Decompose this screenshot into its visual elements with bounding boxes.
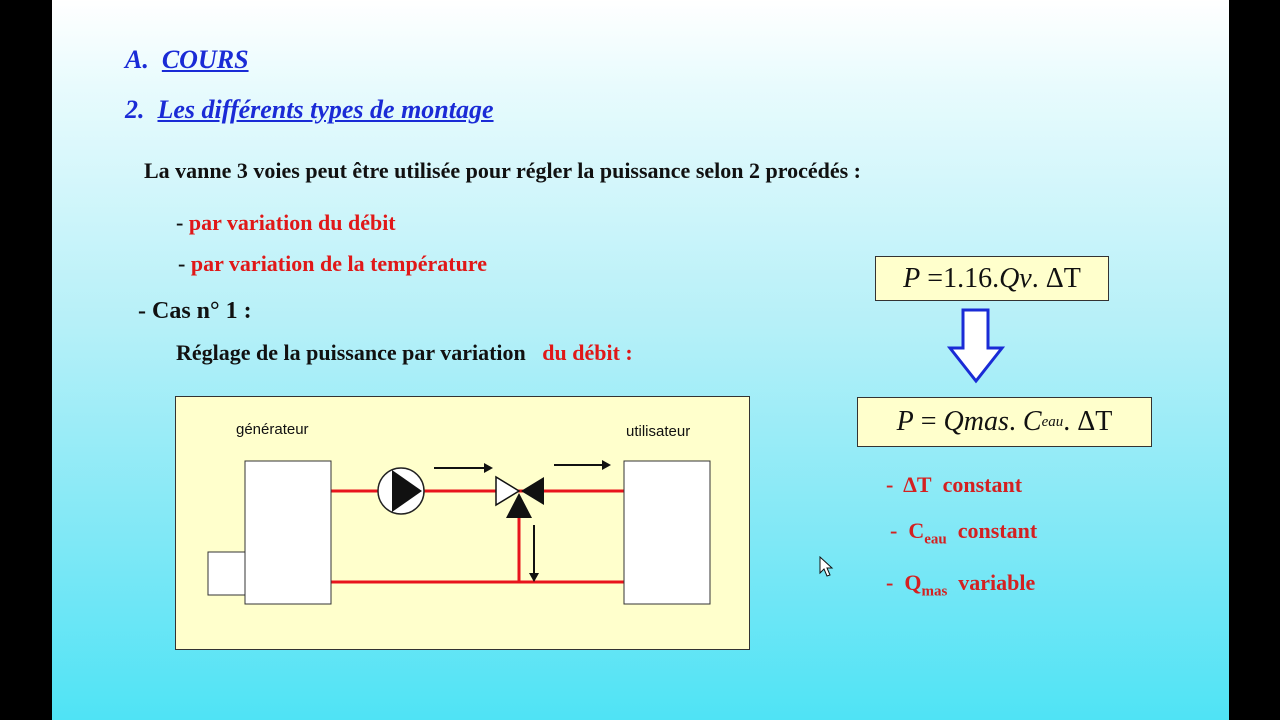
condition-dash: - <box>886 472 894 497</box>
formula2-qmas: Qmas <box>943 406 1009 437</box>
case-description-highlight: du débit : <box>542 340 633 365</box>
formula2-dot2: . <box>1063 406 1071 437</box>
formula-power-mass <box>857 397 1152 447</box>
condition-text: constant <box>942 472 1023 497</box>
method-item <box>178 251 487 277</box>
method-dash: - <box>176 210 184 235</box>
formula-power-flow <box>875 256 1109 301</box>
subsection-title-text: Les différents types de montage <box>157 95 494 124</box>
formula2-c: C <box>1022 406 1042 437</box>
case-title: - Cas n° 1 : <box>138 298 252 324</box>
section-title-text: COURS <box>161 45 249 74</box>
intro-text: La vanne 3 voies peut être utilisée pour régler la puissance selon 2 procédés : <box>144 158 862 183</box>
condition-item <box>886 570 1035 600</box>
section-letter: A. <box>125 45 149 74</box>
condition-symbol: ΔT <box>903 472 932 497</box>
method-text: par variation de la température <box>190 251 487 276</box>
generator-label: générateur <box>236 421 309 438</box>
case-description <box>176 340 633 366</box>
condition-symbol: Q <box>904 570 922 595</box>
case-description-prefix: Réglage de la puissance par variation <box>176 340 526 365</box>
formula1-delta: ΔT <box>1045 262 1081 294</box>
subsection-title <box>125 95 494 125</box>
condition-text: constant <box>957 518 1038 543</box>
user-box <box>624 461 710 604</box>
formula1-dot: . <box>1031 262 1039 294</box>
condition-sub: eau <box>924 531 947 548</box>
formula1-eq: = <box>927 262 944 294</box>
condition-dash: - <box>886 570 894 595</box>
formula2-c-sub: eau <box>1041 413 1064 430</box>
condition-sub: mas <box>921 583 948 600</box>
method-item <box>176 210 396 236</box>
diagram-drawing <box>176 397 749 649</box>
condition-dash: - <box>890 518 898 543</box>
burner-box <box>208 552 245 595</box>
subsection-number: 2. <box>125 95 145 124</box>
formula2-eq: = <box>920 406 937 437</box>
method-text: par variation du débit <box>188 210 396 235</box>
condition-item <box>890 518 1037 548</box>
mouse-cursor-icon <box>819 556 835 578</box>
formula1-num: 1.16. <box>943 262 1000 294</box>
flow-arrow-icon <box>529 525 539 582</box>
three-way-valve-icon <box>496 477 544 518</box>
condition-item <box>886 472 1022 498</box>
section-title <box>125 45 249 75</box>
formula1-lhs: P <box>903 262 921 294</box>
user-label: utilisateur <box>626 423 691 440</box>
formula1-var: Qv <box>999 262 1032 294</box>
pump-icon <box>378 468 424 514</box>
formula2-delta: ΔT <box>1077 406 1113 437</box>
down-arrow-icon <box>946 308 1006 384</box>
condition-symbol: C <box>908 518 925 543</box>
generator-box <box>245 461 331 604</box>
flow-arrow-icon <box>434 463 493 473</box>
method-dash: - <box>178 251 186 276</box>
formula2-lhs: P <box>896 406 914 437</box>
flow-arrow-icon <box>554 460 611 470</box>
formula2-dot1: . <box>1008 406 1016 437</box>
slide <box>52 0 1229 720</box>
condition-text: variable <box>958 570 1036 595</box>
hydraulic-diagram <box>175 396 750 650</box>
